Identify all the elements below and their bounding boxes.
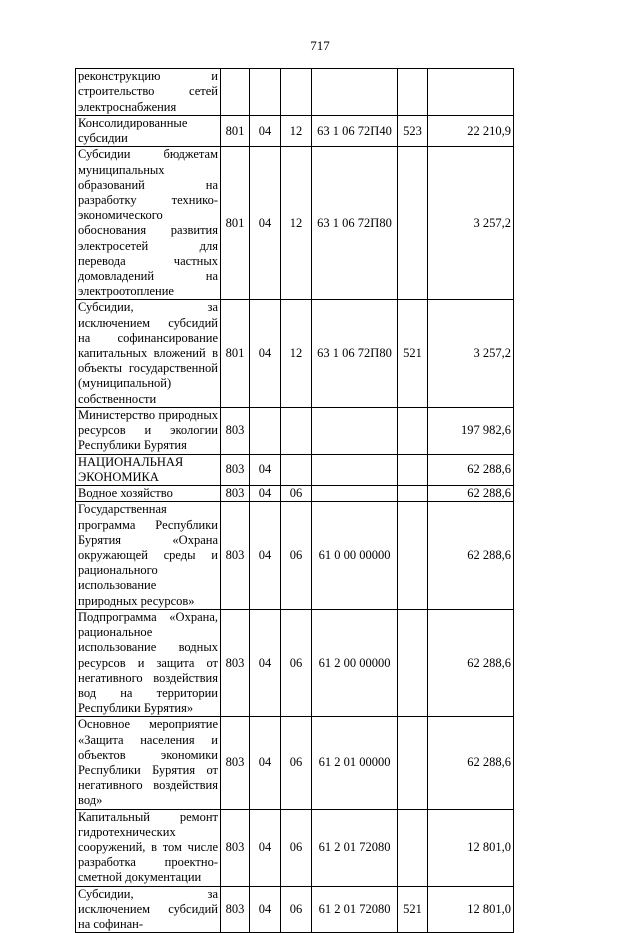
section-code-cell: 04: [250, 147, 281, 300]
expense-type-cell: [398, 609, 428, 716]
row-name-cell: Водное хозяйство: [76, 486, 221, 502]
ministry-code-cell: 803: [221, 502, 250, 609]
table-row: [76, 407, 514, 454]
amount-cell: 3 257,2: [428, 147, 514, 300]
amount-cell: 12 801,0: [428, 886, 514, 933]
expense-type-cell: [398, 69, 428, 116]
row-name-cell: Капитальный ремонт гидротехнических сооружений, в том числе разработка проектно-сметной документации: [76, 809, 221, 886]
table-row: [76, 147, 514, 300]
table-row: [76, 809, 514, 886]
table-row: [76, 486, 514, 502]
subsection-code-cell: 06: [281, 717, 312, 809]
target-article-cell: 63 1 06 72П80: [312, 147, 398, 300]
row-name-cell: Основное мероприятие «Защита населения и объектов экономики Республики Бурятия от негативного воздействия вод»: [76, 717, 221, 809]
subsection-code-cell: 06: [281, 486, 312, 502]
subsection-code-cell: 12: [281, 147, 312, 300]
section-code-cell: 04: [250, 609, 281, 716]
amount-cell: [428, 69, 514, 116]
ministry-code-cell: 803: [221, 486, 250, 502]
section-code-cell: 04: [250, 486, 281, 502]
expense-type-cell: [398, 809, 428, 886]
section-code-cell: 04: [250, 300, 281, 407]
subsection-code-cell: 12: [281, 300, 312, 407]
ministry-code-cell: 803: [221, 407, 250, 454]
ministry-code-cell: 803: [221, 809, 250, 886]
ministry-code-cell: 803: [221, 886, 250, 933]
table-row: [76, 300, 514, 407]
target-article-cell: 63 1 06 72П80: [312, 300, 398, 407]
amount-cell: 12 801,0: [428, 809, 514, 886]
ministry-code-cell: 803: [221, 609, 250, 716]
target-article-cell: 61 2 01 72080: [312, 809, 398, 886]
expense-type-cell: 523: [398, 116, 428, 147]
expense-type-cell: [398, 502, 428, 609]
expense-type-cell: [398, 407, 428, 454]
target-article-cell: 63 1 06 72П40: [312, 116, 398, 147]
page-number: 717: [310, 38, 330, 53]
expense-type-cell: [398, 454, 428, 485]
target-article-cell: 61 2 01 00000: [312, 717, 398, 809]
amount-cell: 62 288,6: [428, 486, 514, 502]
section-code-cell: [250, 407, 281, 454]
row-name-cell: Министерство природных ресурсов и экологии Республики Бурятия: [76, 407, 221, 454]
target-article-cell: [312, 486, 398, 502]
row-name-cell: Консолидированные субсидии: [76, 116, 221, 147]
section-code-cell: 04: [250, 717, 281, 809]
subsection-code-cell: 06: [281, 609, 312, 716]
subsection-code-cell: [281, 69, 312, 116]
target-article-cell: 61 2 01 72080: [312, 886, 398, 933]
subsection-code-cell: [281, 454, 312, 485]
table-row: [76, 502, 514, 609]
section-code-cell: 04: [250, 886, 281, 933]
section-code-cell: 04: [250, 454, 281, 485]
table-row: [76, 886, 514, 933]
ministry-code-cell: 801: [221, 147, 250, 300]
section-code-cell: 04: [250, 809, 281, 886]
section-code-cell: 04: [250, 502, 281, 609]
row-name-cell: НАЦИОНАЛЬНАЯ ЭКОНОМИКА: [76, 454, 221, 485]
row-name-cell: Государственная программа Республики Бурятия «Охрана окружающей среды и рационального использование природных ресурсов»: [76, 502, 221, 609]
amount-cell: 22 210,9: [428, 116, 514, 147]
ministry-code-cell: 801: [221, 300, 250, 407]
row-name-cell: Субсидии, за исключением субсидий на софинан-: [76, 886, 221, 933]
amount-cell: 62 288,6: [428, 502, 514, 609]
expense-type-cell: [398, 717, 428, 809]
table-row: [76, 609, 514, 716]
subsection-code-cell: 06: [281, 809, 312, 886]
ministry-code-cell: 801: [221, 116, 250, 147]
ministry-code-cell: 803: [221, 454, 250, 485]
subsection-code-cell: 06: [281, 886, 312, 933]
table-body: [76, 69, 514, 933]
table-row: [76, 454, 514, 485]
ministry-code-cell: 803: [221, 717, 250, 809]
subsection-code-cell: [281, 407, 312, 454]
target-article-cell: 61 2 00 00000: [312, 609, 398, 716]
row-name-cell: Субсидии, за исключением субсидий на софинансирование капитальных вложений в объекты государственной (муниципальной) собственности: [76, 300, 221, 407]
amount-cell: 197 982,6: [428, 407, 514, 454]
target-article-cell: [312, 454, 398, 485]
subsection-code-cell: 12: [281, 116, 312, 147]
table-row: [76, 69, 514, 116]
target-article-cell: [312, 407, 398, 454]
target-article-cell: [312, 69, 398, 116]
expense-type-cell: 521: [398, 300, 428, 407]
expense-type-cell: [398, 486, 428, 502]
table-row: [76, 116, 514, 147]
amount-cell: 3 257,2: [428, 300, 514, 407]
section-code-cell: 04: [250, 116, 281, 147]
ministry-code-cell: [221, 69, 250, 116]
amount-cell: 62 288,6: [428, 454, 514, 485]
row-name-cell: Подпрограмма «Охрана, рациональное использование водных ресурсов и защита от негативного воздействия вод на территории Республики Бурятия»: [76, 609, 221, 716]
budget-table: [75, 68, 514, 933]
table-row: [76, 717, 514, 809]
expense-type-cell: [398, 147, 428, 300]
amount-cell: 62 288,6: [428, 717, 514, 809]
amount-cell: 62 288,6: [428, 609, 514, 716]
row-name-cell: реконструкцию и строительство сетей электроснабжения: [76, 69, 221, 116]
section-code-cell: [250, 69, 281, 116]
target-article-cell: 61 0 00 00000: [312, 502, 398, 609]
row-name-cell: Субсидии бюджетам муниципальных образований на разработку технико-экономического обоснования развития электросетей для перевода частных домовладений на электроотопление: [76, 147, 221, 300]
expense-type-cell: 521: [398, 886, 428, 933]
subsection-code-cell: 06: [281, 502, 312, 609]
